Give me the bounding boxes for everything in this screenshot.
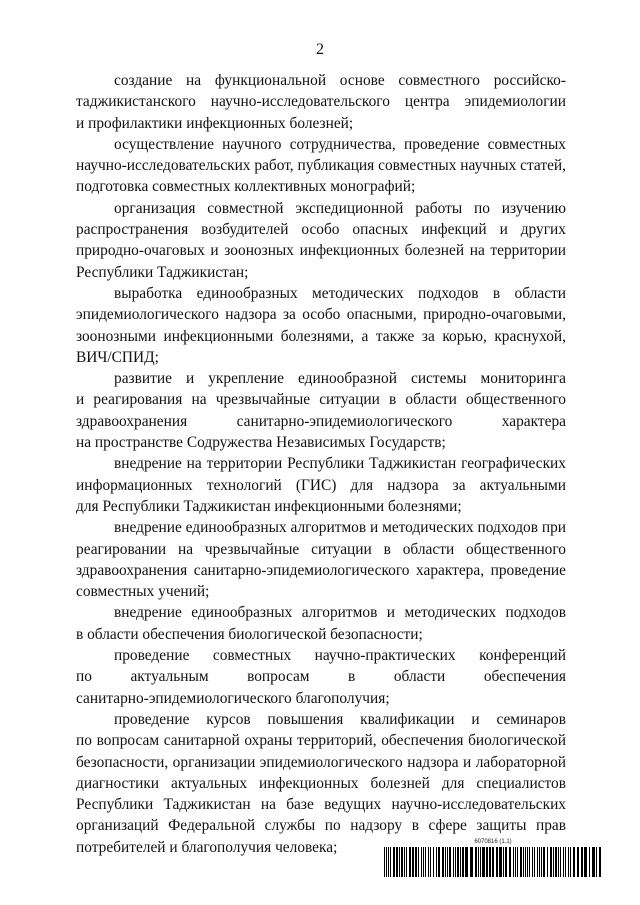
text-line: и профилактики инфекционных болезней; <box>76 114 354 132</box>
text-line: организаций Федеральной службы по надзору в сфере защиты прав <box>76 817 566 835</box>
paragraph <box>76 517 566 602</box>
text-line: безопасности, организации эпидемиологического надзора и лабораторной <box>76 753 566 771</box>
text-line: выработка единообразных методических подходов в области <box>114 284 566 302</box>
paragraph <box>76 645 566 709</box>
paragraph <box>76 453 566 517</box>
text-line: потребителей и благополучия человека; <box>76 838 338 856</box>
text-line: организация совместной экспедиционной работы по изучению <box>114 199 566 217</box>
text-line: по актуальным вопросам в области обеспечения <box>76 668 566 686</box>
text-line: по вопросам санитарной охраны территорий, обеспечения биологической <box>76 732 566 750</box>
text-line: подготовка совместных коллективных монографий; <box>76 178 416 196</box>
text-line: на пространстве Содружества Независимых Государств; <box>76 434 446 452</box>
text-line: и реагирования на чрезвычайные ситуации в области общественного <box>76 391 566 409</box>
text-line: в области обеспечения биологической безопасности; <box>76 625 423 643</box>
paragraph <box>76 709 566 858</box>
text-line: ВИЧ/СПИД; <box>76 348 159 366</box>
text-line: зоонозными инфекционными болезнями, а также за корью, краснухой, <box>76 327 566 345</box>
text-line: таджикистанского научно-исследовательского центра эпидемиологии <box>76 93 566 111</box>
text-line: для Республики Таджикистан инфекционными болезнями; <box>76 497 462 515</box>
paragraph <box>76 70 566 134</box>
paragraph <box>76 368 566 453</box>
text-line: научно-исследовательских работ, публикация совместных научных статей, <box>76 157 566 175</box>
text-line: информационных технологий (ГИС) для надзора за актуальными <box>76 476 566 494</box>
paragraph <box>76 602 566 645</box>
text-line: распространения возбудителей особо опасных инфекций и других <box>76 221 566 239</box>
page-number: 2 <box>316 41 324 58</box>
text-line: внедрение единообразных алгоритмов и методических подходов при <box>114 519 567 537</box>
text-line: внедрение на территории Республики Таджикистан географических <box>114 455 566 473</box>
paragraph <box>76 283 566 368</box>
document-body <box>76 70 566 858</box>
text-line: здравоохранения санитарно-эпидемиологического характера, проведение <box>76 561 566 579</box>
barcode-number: 6070816 (1.1) <box>474 839 512 845</box>
text-line: проведение совместных научно-практических конференций <box>114 647 566 665</box>
text-line: реагировании на чрезвычайные ситуации в области общественного <box>76 540 566 558</box>
text-line: природно-очаговых и зоонозных инфекционных болезней на территории <box>76 242 566 260</box>
text-line: совместных учений; <box>76 583 210 601</box>
text-line: Республики Таджикистан; <box>76 263 249 281</box>
text-line: санитарно-эпидемиологического благополучия; <box>76 689 390 707</box>
text-line: Республики Таджикистан на базе ведущих научно-исследовательских <box>76 796 566 814</box>
text-line: проведение курсов повышения квалификации и семинаров <box>114 710 566 728</box>
barcode <box>384 838 602 878</box>
text-line: диагностики актуальных инфекционных болезней для специалистов <box>76 774 566 792</box>
barcode-icon <box>384 847 602 877</box>
text-line: развитие и укрепление единообразной системы мониторинга <box>114 370 566 388</box>
text-line: здравоохранения санитарно-эпидемиологического характера <box>76 412 566 430</box>
paragraph <box>76 198 566 283</box>
text-line: создание на функциональной основе совместного российско- <box>114 72 566 89</box>
text-line: осуществление научного сотрудничества, проведение совместных <box>114 135 566 153</box>
text-line: эпидемиологического надзора за особо опасными, природно-очаговыми, <box>76 306 566 324</box>
text-line: внедрение единообразных алгоритмов и методических подходов <box>114 604 566 622</box>
paragraph <box>76 134 566 198</box>
